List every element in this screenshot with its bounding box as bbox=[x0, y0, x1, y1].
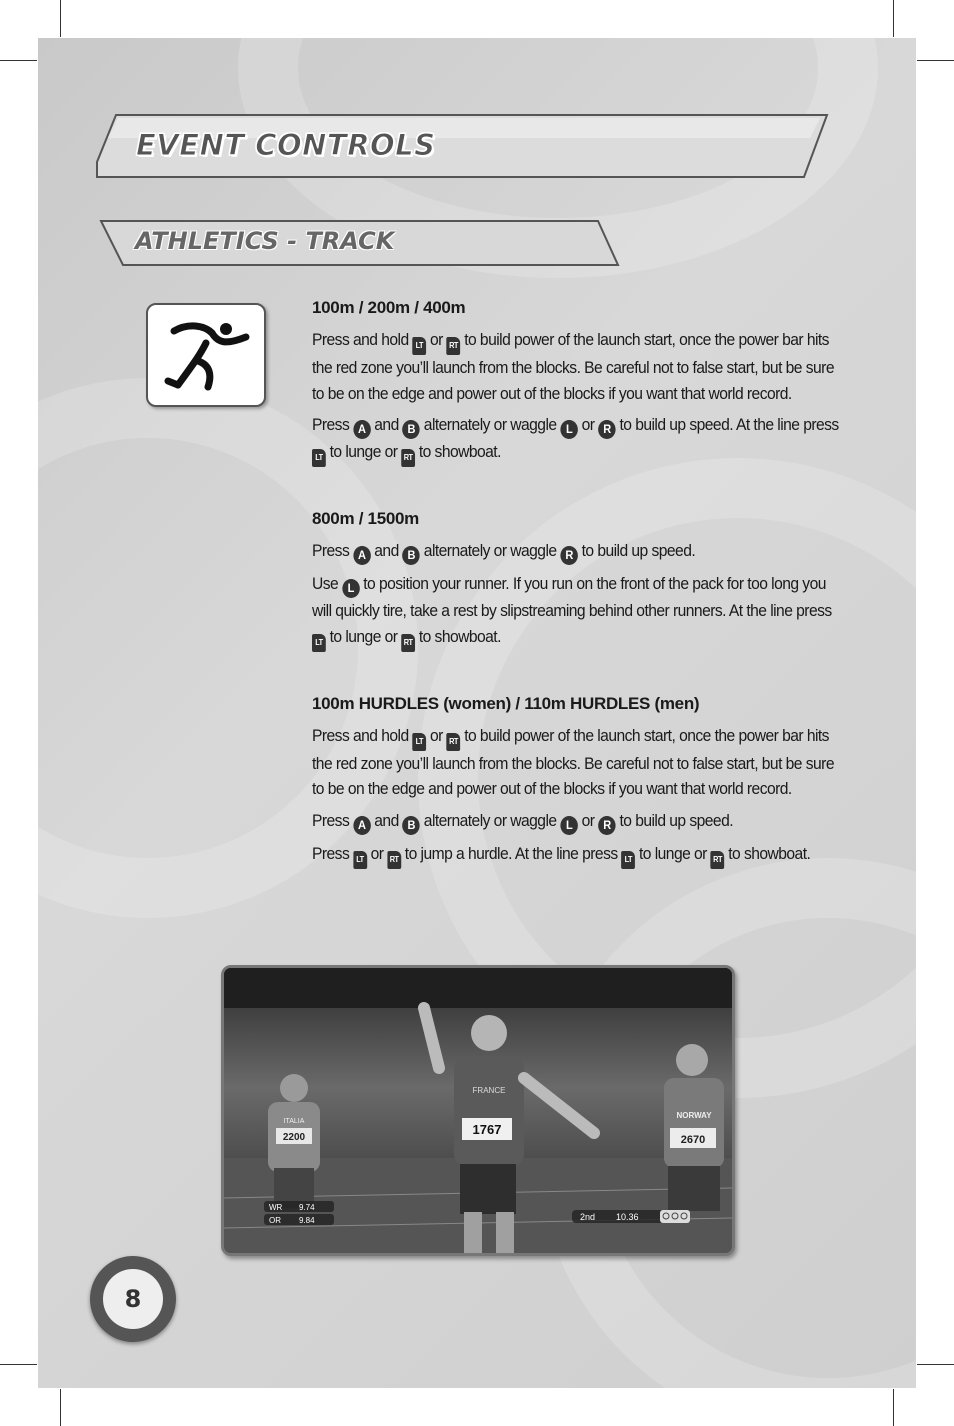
page-number: 8 bbox=[124, 1285, 142, 1313]
section-heading: 100m / 200m / 400m bbox=[312, 298, 466, 317]
page-number-badge bbox=[90, 1256, 176, 1342]
game-screenshot bbox=[221, 965, 735, 1256]
rt-trigger-icon: RT bbox=[447, 337, 461, 355]
instruction-paragraph bbox=[312, 327, 846, 406]
text: Press bbox=[312, 415, 354, 434]
instruction-paragraph bbox=[312, 723, 846, 802]
text: or bbox=[577, 810, 599, 830]
lt-trigger-icon: LT bbox=[353, 851, 367, 869]
text: Press bbox=[312, 810, 354, 830]
wr-value: 9.74 bbox=[299, 1203, 315, 1212]
lt-trigger-icon: LT bbox=[412, 337, 426, 355]
right-stick-icon: R bbox=[598, 420, 615, 439]
place-label: 2nd bbox=[580, 1212, 596, 1222]
text: to jump a hurdle. At the line press bbox=[401, 843, 622, 863]
bib-number: 1767 bbox=[472, 1122, 502, 1137]
lt-trigger-icon: LT bbox=[312, 634, 326, 652]
bib-number: 2670 bbox=[680, 1134, 706, 1146]
text: to position your runner. If you run on the front of the pack for too long you will quickly tire, take a rest by slipstreaming behind other runners. At the line press bbox=[312, 574, 832, 620]
or-label: OR bbox=[269, 1216, 281, 1225]
rt-trigger-icon: RT bbox=[711, 851, 725, 869]
crop-mark bbox=[60, 1389, 61, 1426]
crop-mark bbox=[917, 1364, 954, 1365]
rt-trigger-icon: RT bbox=[447, 733, 461, 751]
text: to build power of the launch start, once the power bar hits the red zone you’ll launch from the blocks. Be careful not to false start, but be sure to be on the edge and power out of the blocks if you want that world record. bbox=[312, 330, 834, 403]
b-button-icon: B bbox=[403, 546, 420, 565]
instruction-paragraph bbox=[312, 808, 846, 835]
lt-trigger-icon: LT bbox=[312, 449, 326, 467]
text: to lunge or bbox=[635, 843, 711, 863]
text: Press bbox=[312, 541, 354, 560]
instruction-paragraph bbox=[312, 412, 846, 467]
lt-trigger-icon: LT bbox=[412, 733, 426, 751]
lt-trigger-icon: LT bbox=[621, 851, 635, 869]
instruction-paragraph bbox=[312, 571, 846, 652]
text: alternately or waggle bbox=[419, 541, 561, 560]
text: or bbox=[426, 725, 447, 745]
crop-mark bbox=[893, 1389, 894, 1426]
text: Use bbox=[312, 574, 342, 593]
country-label: NORWAY bbox=[676, 1111, 712, 1120]
rt-trigger-icon: RT bbox=[401, 449, 415, 467]
instructions bbox=[312, 298, 842, 875]
left-stick-icon: L bbox=[560, 816, 577, 835]
instruction-paragraph bbox=[312, 841, 846, 869]
text: to lunge or bbox=[325, 442, 402, 461]
text: or bbox=[577, 415, 599, 434]
left-stick-icon: L bbox=[560, 420, 577, 439]
rt-trigger-icon: RT bbox=[387, 851, 401, 869]
a-button-icon: A bbox=[353, 546, 370, 565]
section-heading: 800m / 1500m bbox=[312, 509, 419, 528]
bib-number: 2200 bbox=[282, 1132, 306, 1143]
text: to build up speed. bbox=[577, 541, 696, 560]
instruction-paragraph bbox=[312, 538, 846, 565]
crop-mark bbox=[0, 60, 37, 61]
text: and bbox=[370, 810, 403, 830]
or-value: 9.84 bbox=[299, 1216, 315, 1225]
text: or bbox=[426, 330, 447, 349]
section-title: ATHLETICS - TRACK bbox=[135, 227, 395, 255]
text: to showboat. bbox=[724, 843, 811, 863]
crop-mark bbox=[60, 0, 61, 37]
text: Press and hold bbox=[312, 725, 413, 745]
text: to build up speed. bbox=[615, 810, 734, 830]
right-stick-icon: R bbox=[560, 546, 577, 565]
time-hud bbox=[572, 1210, 690, 1223]
runner-icon bbox=[148, 305, 264, 405]
b-button-icon: B bbox=[403, 420, 420, 439]
text: Press and hold bbox=[312, 330, 413, 349]
text: alternately or waggle bbox=[419, 415, 561, 434]
text: and bbox=[370, 415, 403, 434]
section-heading: 100m HURDLES (women) / 110m HURDLES (men) bbox=[312, 693, 700, 713]
a-button-icon: A bbox=[353, 816, 370, 835]
right-stick-icon: R bbox=[598, 816, 615, 835]
text: to build power of the launch start, once the power bar hits the red zone you’ll launch from the blocks. Be careful not to false start, but be sure to be on the edge and power out of the blocks if you want that world record. bbox=[312, 725, 834, 798]
page-title: EVENT CONTROLS bbox=[136, 128, 436, 162]
text: to build up speed. At the line press bbox=[615, 415, 839, 434]
manual-page bbox=[38, 38, 916, 1388]
text: Press bbox=[312, 843, 354, 863]
text: and bbox=[370, 541, 403, 560]
text: alternately or waggle bbox=[419, 810, 561, 830]
crop-mark bbox=[893, 0, 894, 37]
a-button-icon: A bbox=[353, 420, 370, 439]
crop-mark bbox=[0, 1364, 37, 1365]
text: to lunge or bbox=[325, 626, 402, 646]
wr-label: WR bbox=[269, 1203, 283, 1212]
text: to showboat. bbox=[415, 442, 501, 461]
country-label: ITALIA bbox=[283, 1118, 305, 1125]
country-label: FRANCE bbox=[472, 1086, 506, 1095]
b-button-icon: B bbox=[403, 816, 420, 835]
text: or bbox=[366, 843, 388, 863]
race-scene-image bbox=[224, 968, 732, 1253]
left-stick-icon: L bbox=[342, 579, 359, 598]
running-pictogram bbox=[146, 303, 266, 407]
time-label: 10.36 bbox=[616, 1212, 639, 1222]
crop-mark bbox=[917, 60, 954, 61]
rt-trigger-icon: RT bbox=[401, 634, 415, 652]
text: to showboat. bbox=[415, 626, 501, 646]
